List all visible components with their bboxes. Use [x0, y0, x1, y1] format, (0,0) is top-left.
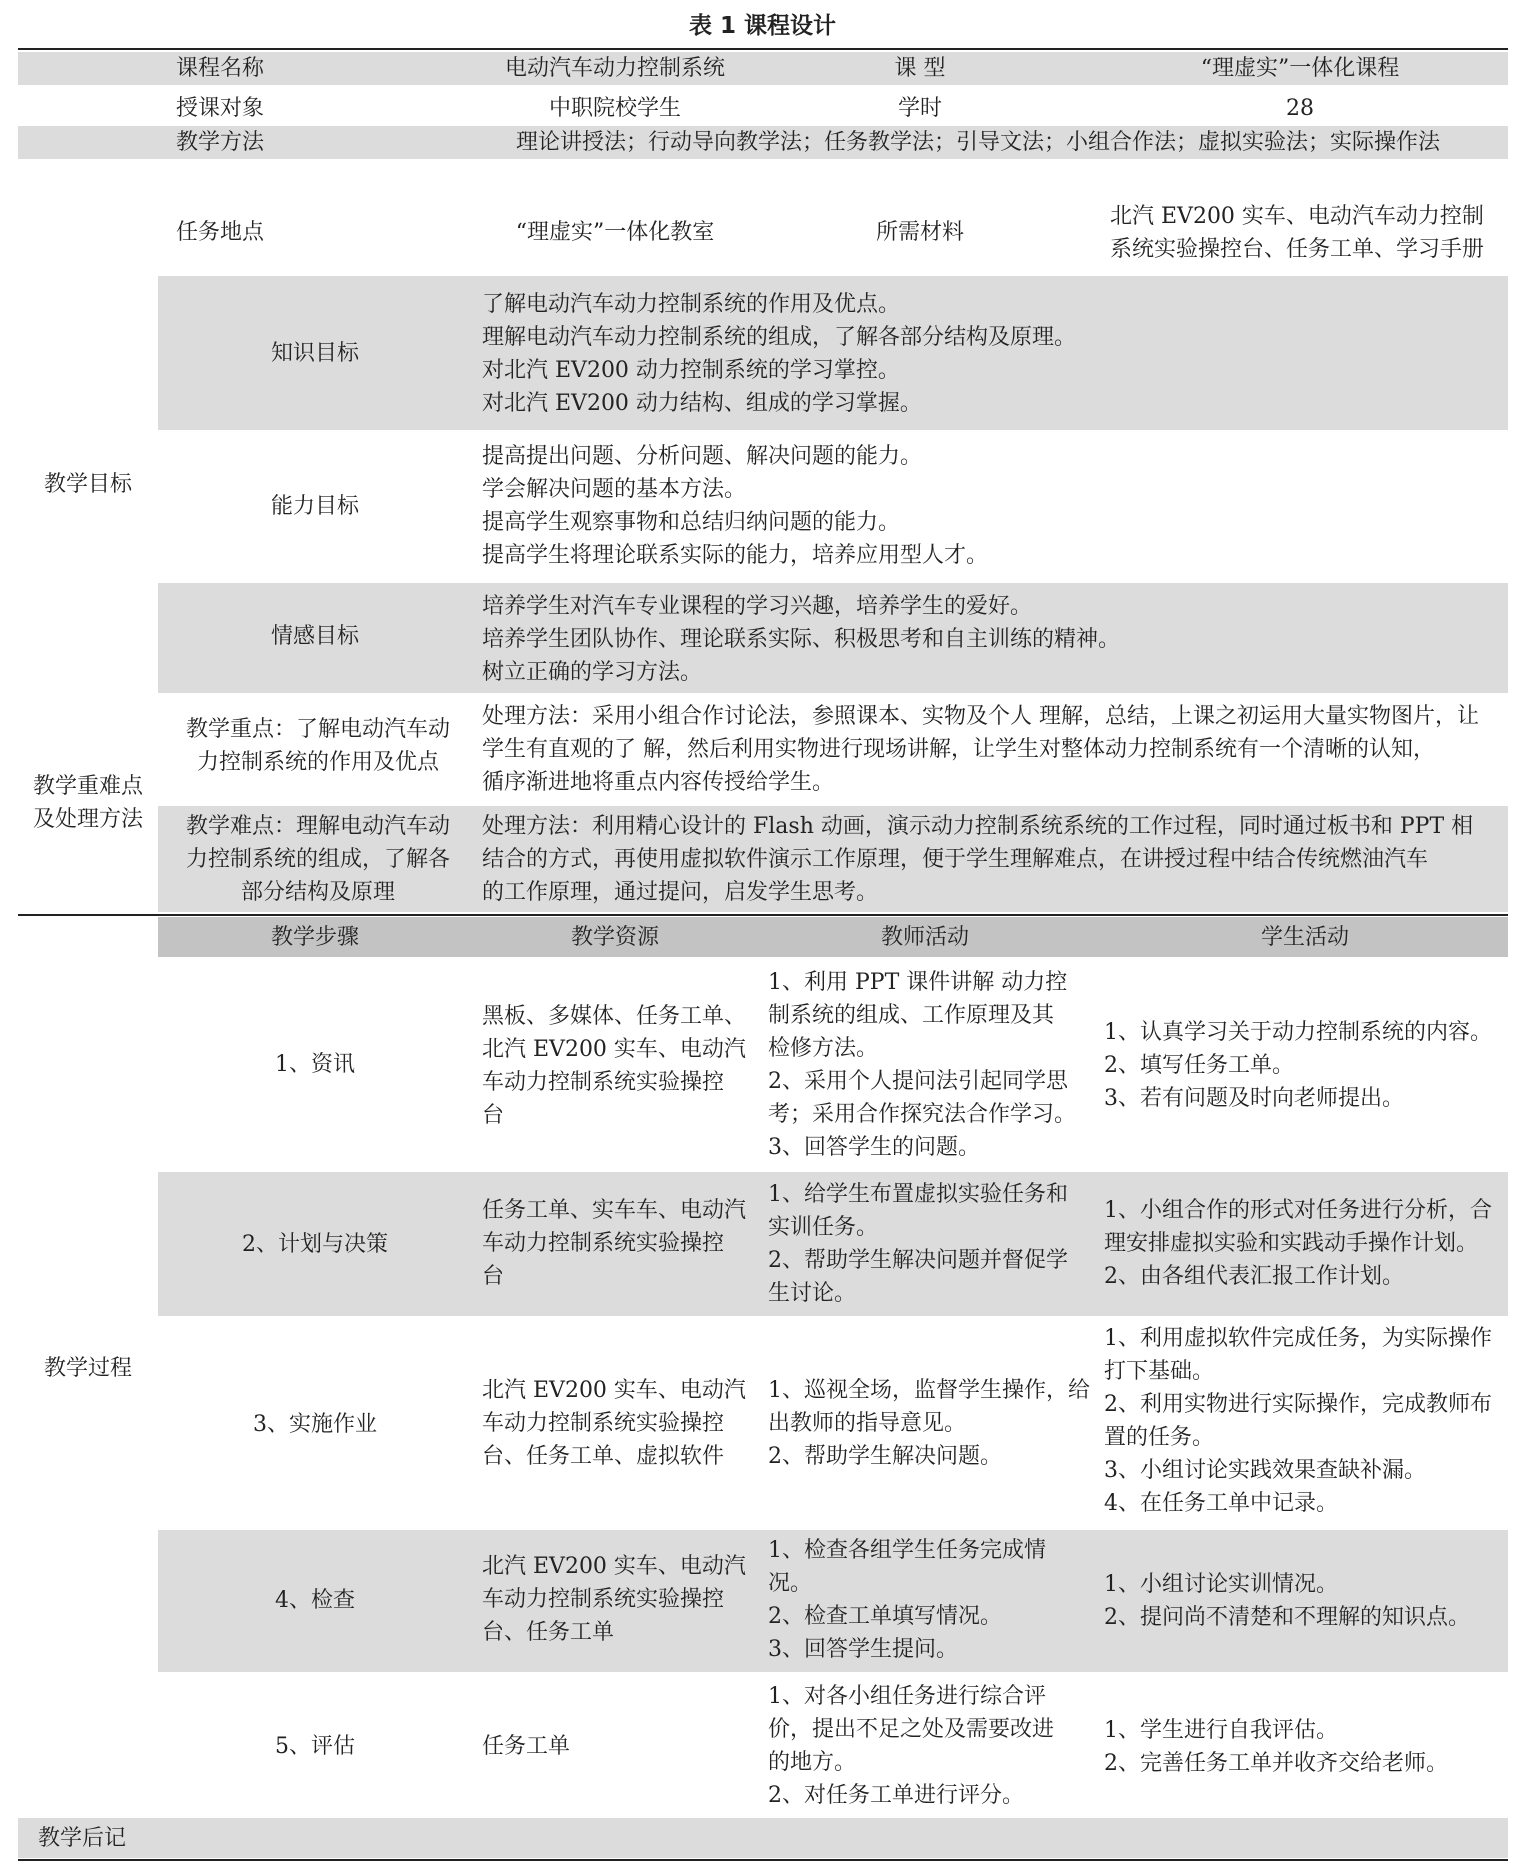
teacher-line: 制系统的组成、工作原理及其	[768, 1003, 1055, 1028]
teacher-line: 2、采用个人提问法引起同学思	[768, 1069, 1068, 1094]
knowledge-goals-label: 知识目标	[270, 341, 359, 366]
audience-label: 授课对象	[175, 96, 264, 121]
teacher-line: 生讨论。	[768, 1281, 857, 1306]
top-rule	[18, 48, 1508, 50]
resource-line: 车动力控制系统实验操控	[482, 1070, 725, 1095]
goal-line: 提高提出问题、分析问题、解决问题的能力。	[482, 444, 923, 469]
knowledge-goals-text	[482, 288, 1502, 420]
resource-line: 黑板、多媒体、任务工单、	[482, 1004, 747, 1029]
student-line: 2、完善任务工单并收齐交给老师。	[1104, 1751, 1448, 1776]
methods-label: 教学方法	[175, 130, 264, 155]
emotion-goals-text	[482, 590, 1502, 689]
methods-value: 理论讲授法；行动导向教学法；任务教学法；引导文法；小组合作法；虚拟实验法；实际操作法	[516, 130, 1441, 155]
student-line: 置的任务。	[1104, 1425, 1215, 1450]
course-type-value: “理虚实”一体化课程	[1200, 56, 1400, 81]
resource-line: 台、任务工单、虚拟软件	[482, 1444, 725, 1469]
student-line: 2、由各组代表汇报工作计划。	[1104, 1264, 1404, 1289]
teacher-line: 2、帮助学生解决问题。	[768, 1444, 1002, 1469]
resource-line: 车动力控制系统实验操控	[482, 1587, 725, 1612]
step-student-activity	[1104, 1568, 1509, 1634]
course-name-label: 课程名称	[175, 56, 264, 81]
step-resources	[482, 1374, 762, 1473]
student-line: 1、学生进行自我评估。	[1104, 1718, 1338, 1743]
teacher-line: 价，提出不足之处及需要改进	[768, 1717, 1055, 1742]
location-label: 任务地点	[175, 220, 264, 245]
step-resources	[482, 1550, 762, 1649]
step-teacher-activity	[768, 966, 1098, 1164]
goal-line: 对北汽 EV200 动力结构、组成的学习掌握。	[482, 391, 922, 416]
resource-line: 车动力控制系统实验操控	[482, 1411, 725, 1436]
goal-line: 学会解决问题的基本方法。	[482, 477, 747, 502]
focus-label	[168, 713, 468, 779]
step-student-activity	[1104, 1714, 1509, 1780]
teacher-line: 的地方。	[768, 1750, 857, 1775]
student-line: 3、若有问题及时向老师提出。	[1104, 1086, 1404, 1111]
step-resources	[482, 1194, 762, 1293]
goal-line: 对北汽 EV200 动力控制系统的学习掌控。	[482, 358, 900, 383]
teacher-line: 检修方法。	[768, 1036, 879, 1061]
goal-line: 提高学生观察事物和总结归纳问题的能力。	[482, 510, 901, 535]
materials-line: 北汽 EV200 实车、电动汽车动力控制	[1110, 204, 1484, 229]
audience-value: 中职院校学生	[548, 96, 681, 121]
step-label: 4、检查	[275, 1588, 355, 1613]
student-line: 2、填写任务工单。	[1104, 1053, 1294, 1078]
materials-value	[1110, 200, 1510, 266]
teacher-line: 况。	[768, 1571, 813, 1596]
step-label: 1、资讯	[275, 1052, 355, 1077]
difficulty-method-line: 的工作原理，通过提问，启发学生思考。	[482, 880, 879, 905]
focus-method-line: 循序渐进地将重点内容传授给学生。	[482, 770, 835, 795]
difficulty-label	[168, 810, 468, 909]
step-label: 5、评估	[275, 1734, 355, 1759]
student-line: 2、提问尚不清楚和不理解的知识点。	[1104, 1605, 1470, 1630]
resource-line: 任务工单、实车车、电动汽	[482, 1198, 747, 1223]
course-name-value: 电动汽车动力控制系统	[504, 56, 725, 81]
goal-line: 了解电动汽车动力控制系统的作用及优点。	[482, 292, 901, 317]
student-line: 1、利用虚拟软件完成任务，为实际操作	[1104, 1326, 1492, 1351]
focus-method	[482, 700, 1507, 799]
step-teacher-activity	[768, 1534, 1098, 1666]
step-teacher-activity	[768, 1178, 1098, 1310]
teacher-line: 1、检查各组学生任务完成情	[768, 1538, 1046, 1563]
step-label: 3、实施作业	[253, 1412, 377, 1437]
location-value: “理虚实”一体化教室	[515, 220, 715, 245]
focus-method-line: 学生有直观的了 解，然后利用实物进行现场讲解，让学生对整体动力控制系统有一个清晰的认知，	[482, 737, 1435, 762]
table-title: 表 1 课程设计	[688, 13, 837, 39]
postscript-row	[18, 1818, 1508, 1858]
resource-line: 北汽 EV200 实车、电动汽	[482, 1378, 746, 1403]
step-teacher-activity	[768, 1680, 1098, 1812]
bottom-rule	[18, 1859, 1508, 1861]
hours-value: 28	[1286, 96, 1314, 121]
resource-line: 台	[482, 1264, 505, 1289]
header-resources: 教学资源	[570, 925, 659, 950]
teacher-line: 3、回答学生的问题。	[768, 1135, 980, 1160]
teacher-line: 1、利用 PPT 课件讲解 动力控	[768, 970, 1068, 995]
teacher-line: 3、回答学生提问。	[768, 1637, 958, 1662]
difficulty-method	[482, 810, 1507, 909]
student-line: 1、小组讨论实训情况。	[1104, 1572, 1338, 1597]
teacher-line: 1、对各小组任务进行综合评	[768, 1684, 1046, 1709]
focus-method-line: 处理方法：采用小组合作讨论法，参照课本、实物及个人 理解，总结，上课之初运用大量实物图片，让	[482, 704, 1479, 729]
student-line: 理安排虚拟实验和实践动手操作计划。	[1104, 1231, 1479, 1256]
student-line: 3、小组讨论实践效果查缺补漏。	[1104, 1458, 1426, 1483]
goal-line: 培养学生团队协作、理论联系实际、积极思考和自主训练的精神。	[482, 627, 1121, 652]
student-line: 打下基础。	[1104, 1359, 1215, 1384]
teacher-line: 2、帮助学生解决问题并督促学	[768, 1248, 1068, 1273]
ability-goals-text	[482, 440, 1502, 572]
ability-goals-label: 能力目标	[270, 494, 359, 519]
resource-line: 台	[482, 1103, 505, 1128]
step-student-activity	[1104, 1322, 1509, 1520]
emotion-goals-label: 情感目标	[270, 624, 359, 649]
process-rule	[18, 914, 1508, 916]
difficulty-method-line: 结合的方式，再使用虚拟软件演示工作原理，便于学生理解难点，在讲授过程中结合传统燃油汽车	[482, 847, 1429, 872]
student-line: 1、小组合作的形式对任务进行分析，合	[1104, 1198, 1492, 1223]
teacher-line: 实训任务。	[768, 1215, 879, 1240]
goal-line: 提高学生将理论联系实际的能力，培养应用型人才。	[482, 543, 989, 568]
step-resources	[482, 1000, 762, 1132]
materials-label: 所需材料	[875, 220, 964, 245]
difficulty-label-line: 力控制系统的组成，了解各	[185, 847, 450, 872]
keypoints-label-line: 及处理方法	[32, 807, 143, 832]
goals-label: 教学目标	[43, 472, 132, 497]
step-label: 2、计划与决策	[242, 1232, 388, 1257]
difficulty-label-line: 教学难点：理解电动汽车动	[185, 814, 450, 839]
teacher-line: 1、巡视全场，监督学生操作，给	[768, 1378, 1090, 1403]
teacher-line: 考；采用合作探究法合作学习。	[768, 1102, 1077, 1127]
resource-line: 台、任务工单	[482, 1620, 615, 1645]
postscript-label: 教学后记	[38, 1826, 127, 1851]
student-line: 1、认真学习关于动力控制系统的内容。	[1104, 1020, 1492, 1045]
header-teacher: 教师活动	[880, 925, 969, 950]
header-step: 教学步骤	[270, 925, 359, 950]
teacher-line: 2、对任务工单进行评分。	[768, 1783, 1024, 1808]
step-resources	[482, 1730, 762, 1763]
goal-line: 树立正确的学习方法。	[482, 660, 703, 685]
process-label: 教学过程	[43, 1356, 132, 1381]
student-line: 4、在任务工单中记录。	[1104, 1491, 1338, 1516]
hours-label: 学时	[897, 96, 942, 121]
resource-line: 车动力控制系统实验操控	[482, 1231, 725, 1256]
focus-label-line: 教学重点：了解电动汽车动	[185, 717, 450, 742]
goal-line: 理解电动汽车动力控制系统的组成，了解各部分结构及原理。	[482, 325, 1077, 350]
header-student: 学生活动	[1260, 925, 1349, 950]
keypoints-label	[18, 770, 158, 836]
goal-line: 培养学生对汽车专业课程的学习兴趣，培养学生的爱好。	[482, 594, 1033, 619]
step-student-activity	[1104, 1016, 1509, 1115]
teacher-line: 2、检查工单填写情况。	[768, 1604, 1002, 1629]
step-teacher-activity	[768, 1374, 1098, 1473]
focus-label-line: 力控制系统的作用及优点	[196, 750, 439, 775]
keypoints-label-line: 教学重难点	[32, 774, 143, 799]
teacher-line: 出教师的指导意见。	[768, 1411, 967, 1436]
student-line: 2、利用实物进行实际操作，完成教师布	[1104, 1392, 1492, 1417]
difficulty-label-line: 部分结构及原理	[240, 880, 395, 905]
materials-line: 系统实验操控台、任务工单、学习手册	[1110, 237, 1485, 262]
teacher-line: 1、给学生布置虚拟实验任务和	[768, 1182, 1068, 1207]
resource-line: 北汽 EV200 实车、电动汽	[482, 1037, 746, 1062]
difficulty-method-line: 处理方法：利用精心设计的 Flash 动画，演示动力控制系统系统的工作过程，同时通过板书和 PPT 相	[482, 814, 1474, 839]
resource-line: 任务工单	[482, 1734, 571, 1759]
course-type-label: 课 型	[894, 56, 946, 81]
resource-line: 北汽 EV200 实车、电动汽	[482, 1554, 746, 1579]
step-student-activity	[1104, 1194, 1509, 1293]
